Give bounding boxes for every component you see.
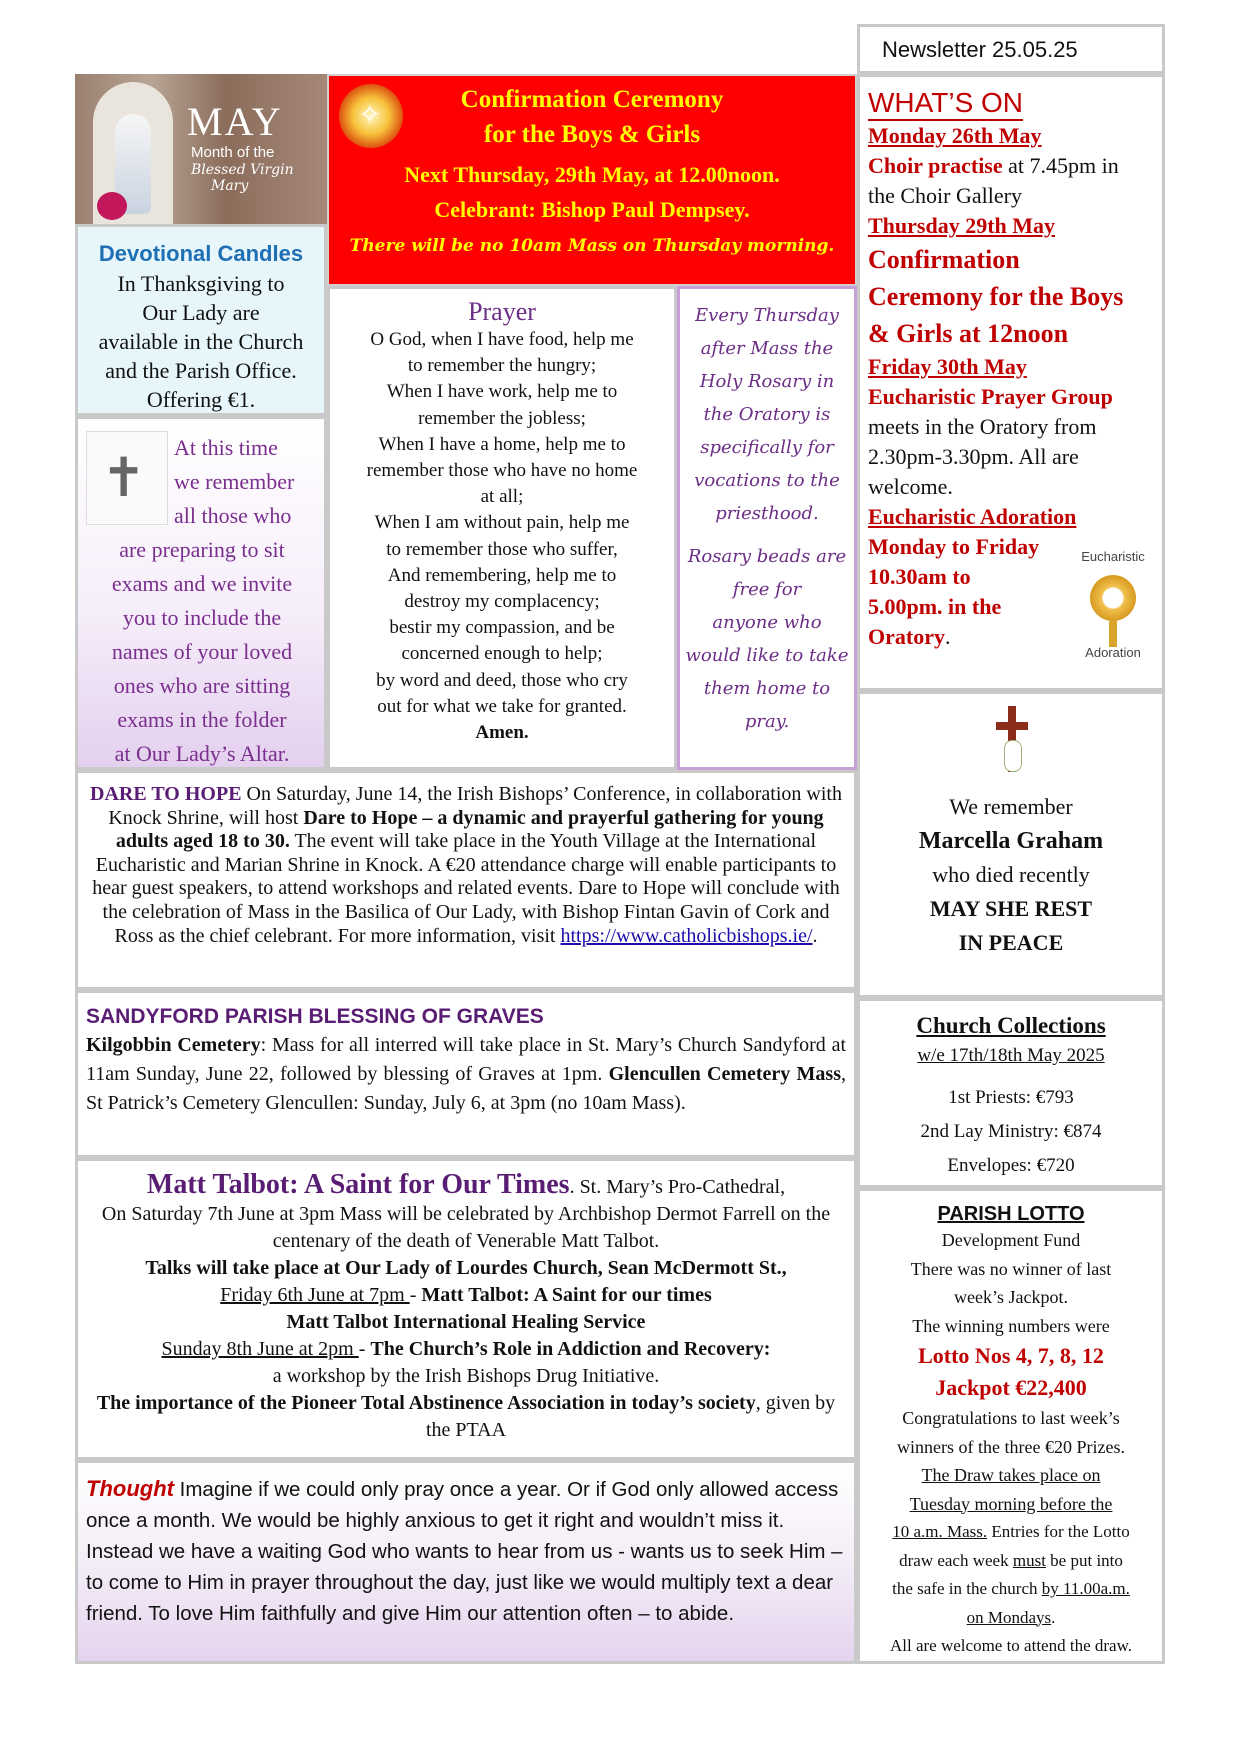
flowers-icon — [97, 192, 127, 220]
confirmation-title-2: for the Boys & Girls — [483, 121, 701, 148]
matt-talbot-text: Matt Talbot: A Saint for Our Times. St. Mary’s Pro-Cathedral, On Saturday 7th June at 3pm Mass will be celebrated by Archbishop Dermot Farrell on the centenary of the death of Venerable Matt Talbot. Talks will take place at Our Lady of Lourdes Church, Sean McDermott St., Friday 6th June at 7pm - Matt Talbot: A Saint for our times Matt Talbot International Healing Service Sunday 8th June at 2pm - The Church’s Role in Addiction and Recovery: a workshop by the Irish Bishops Drug Initiative. The importance of the Pioneer Total Abstinence Association in today’s society, given by the PTAA — [96, 1169, 836, 1441]
collections-heading: Church Collections — [916, 1013, 1106, 1038]
confirmation-date: Next Thursday, 29th May, at 12.00noon. — [404, 162, 780, 187]
event-date-friday: Friday 30th May — [868, 354, 1027, 379]
prayer-text: O God, when I have food, help me to remember the hungry; When I have work, help me to remember the jobless; When I have a home, help me to remember those who have no home at all; When I am without pain, help me to remember those who suffer, And remembering, help me to destroy my complacency; bestir my compassion, and be concerned enough to help; by word and deed, those who cry out for what we take for granted. Amen. — [330, 327, 674, 746]
graves-heading: SANDYFORD PARISH BLESSING OF GRAVES — [86, 1005, 544, 1028]
prayer-group-line-3: 2.30pm-3.30pm. All are — [868, 444, 1079, 469]
exams-text: are preparing to sit exams and we invite you to include the names of your loved ones who are sitting exams in the folder at Our Lady’s Altar. — [111, 537, 293, 766]
may-title: MAY — [187, 99, 283, 144]
may-month-image — [75, 74, 327, 224]
confirmation-title-1: Confirmation Ceremony — [460, 86, 724, 113]
confirmation-event-1: Confirmation — [868, 245, 1020, 274]
prayer-heading: Prayer — [468, 297, 536, 326]
deceased-name: Marcella Graham — [918, 828, 1104, 854]
prayer-group-line-4: welcome. — [868, 474, 953, 499]
lotto-jackpot: Jackpot €22,400 — [935, 1375, 1087, 1400]
lotto-heading: PARISH LOTTO — [937, 1203, 1085, 1225]
exams-remembrance-box — [75, 416, 327, 770]
church-collections-box — [857, 998, 1165, 1188]
adoration-heading: Eucharistic Adoration — [868, 504, 1077, 529]
thought-heading: Thought — [86, 1476, 174, 1501]
may-subtitle: Month of the — [191, 144, 275, 161]
candles-text: In Thanksgiving to Our Lady are available in the Church and the Parish Office. Offering €1. — [98, 271, 304, 412]
confirmation-event-2: Ceremony for the Boys — [868, 282, 1124, 311]
newsletter-date: Newsletter 25.05.25 — [882, 37, 1078, 62]
candles-heading: Devotional Candles — [98, 241, 304, 266]
devotional-candles-box — [75, 224, 327, 416]
prayer-amen: Amen. — [475, 722, 529, 744]
adoration-line-2: 10.30am to — [868, 564, 971, 589]
whats-on-box — [857, 74, 1165, 691]
collection-lay-ministry: 2nd Lay Ministry: €874 — [920, 1121, 1102, 1142]
rosary-text-2: Rosary beads are free for anyone who would like to take them home to pray. — [685, 546, 849, 732]
monstrance-icon — [1090, 575, 1136, 621]
confirmation-banner — [327, 74, 857, 286]
prayer-group-line-2: meets in the Oratory from — [868, 414, 1097, 439]
matt-talbot-box — [75, 1158, 857, 1460]
confirmation-celebrant: Celebrant: Bishop Paul Dempsey. — [434, 197, 750, 222]
thought-box — [75, 1460, 857, 1664]
adoration-line-1: Monday to Friday — [868, 534, 1040, 559]
praying-hands-icon: ✝ — [86, 431, 168, 525]
collection-priests: 1st Priests: €793 — [948, 1087, 1074, 1108]
collections-week: w/e 17th/18th May 2025 — [917, 1045, 1105, 1066]
dare-to-hope-text: DARE TO HOPE On Saturday, June 14, the Irish Bishops’ Conference, in collaboration with Knock Shrine, will host Dare to Hope – a dynamic and prayerful gathering for young adults aged 18 to 30. The event will take place in the Youth Village at the International Eucharistic and Marian Shrine in Knock. A €20 attendance charge will enable participants to hear guest speakers, to attend workshops and related events. Dare to Hope will conclude with the celebration of Mass in the Basilica of Our Lady, with Bishop Fintan Gavin of Cork and Ross as the chief celebrant. For more information, visit https://www.catholicbishops.ie/. — [90, 783, 842, 947]
confirmation-note: There will be no 10am Mass on Thursday morning. — [349, 236, 835, 256]
whats-on-title: WHAT’S ON — [868, 87, 1023, 121]
dare-to-hope-box — [75, 770, 857, 990]
may-subtitle-script: Blessed Virgin Mary — [191, 162, 294, 194]
adoration-line-4: Oratory. — [868, 624, 951, 649]
prayer-box — [327, 286, 677, 770]
exams-intro: At this time we remember all those who — [174, 435, 295, 528]
remembrance-box — [857, 691, 1165, 998]
rosary-box — [677, 286, 857, 770]
event-date-monday: Monday 26th May — [868, 123, 1042, 148]
matt-talbot-title: Matt Talbot: A Saint for Our Times — [146, 1169, 570, 1200]
eucharistic-adoration-image: Eucharistic Adoration — [1081, 549, 1145, 660]
choir-practise: Choir practise at 7.45pm in — [868, 153, 1119, 178]
remembrance-text: We remember Marcella Graham who died recently MAY SHE REST IN PEACE — [860, 790, 1162, 960]
parish-lotto-box: PARISH LOTTO Development Fund There was no winner of last week’s Jackpot. The winning numbers were Lotto Nos 4, 7, 8, 12 Jackpot €22,400 Congratulations to last week’s winners of the three €20 Prizes. The Draw takes place on Tuesday morning before the 10 a.m. Mass. Entries for the Lotto draw each week must be put into the safe in the church by 11.00a.m. on Mondays. All are welcome to attend the draw. — [857, 1188, 1165, 1664]
choir-location: the Choir Gallery — [868, 183, 1022, 208]
event-date-thursday: Thursday 29th May — [868, 213, 1056, 238]
graves-text: Kilgobbin Cemetery: Mass for all interred will take place in St. Mary’s Church Sandyford at 11am Sunday, June 22, followed by blessing of Graves at 1pm. Glencullen Cemetery Mass, St Patrick’s Cemetery Glencullen: Sunday, July 6, at 3pm (no 10am Mass). — [86, 1034, 846, 1114]
confirmation-event-3: & Girls at 12noon — [868, 319, 1069, 348]
cross-lily-icon — [994, 706, 1030, 772]
thought-text: Thought Imagine if we could only pray once a year. Or if God only allowed access once a month. We would be highly anxious to get it right and wouldn’t miss it. Instead we have a waiting God who wants to hear from us - wants us to seek Him – to come to Him in prayer throughout the day, just like we would multiply text a dear friend. To love Him faithfully and give Him our attention often – to abide. — [86, 1476, 843, 1625]
blessing-of-graves-box — [75, 990, 857, 1158]
lotto-numbers: Lotto Nos 4, 7, 8, 12 — [918, 1343, 1104, 1368]
holy-spirit-dove-icon: ✧ — [339, 84, 403, 148]
newsletter-header — [857, 24, 1165, 74]
prayer-group: Eucharistic Prayer Group — [868, 384, 1113, 409]
collection-envelopes: Envelopes: €720 — [947, 1155, 1075, 1176]
adoration-line-3: 5.00pm. in the — [868, 594, 1002, 619]
catholic-bishops-link[interactable]: https://www.catholicbishops.ie/ — [560, 924, 813, 947]
rosary-text-1: Every Thursday after Mass the Holy Rosary in the Oratory is specifically for vocations to the priesthood. — [694, 305, 840, 524]
